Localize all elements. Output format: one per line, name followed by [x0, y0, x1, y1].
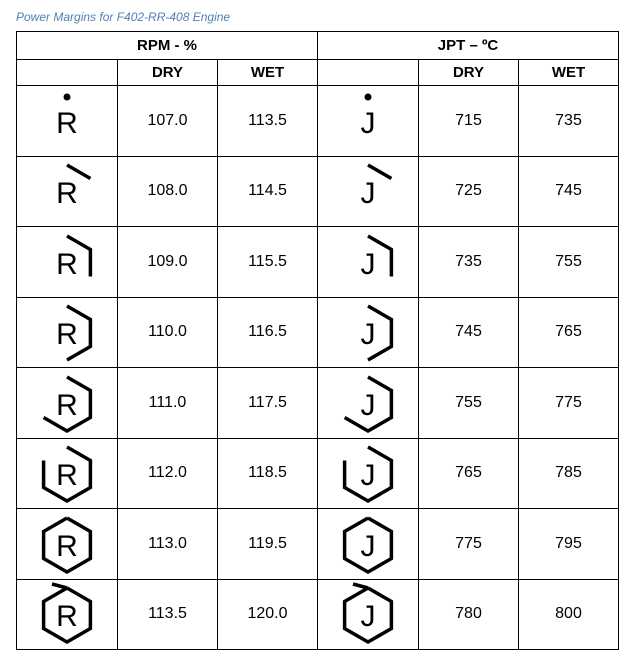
- table-row: [17, 438, 619, 509]
- rpm-hex-level-icon: [27, 369, 107, 437]
- jpt-symbol-letter: J: [360, 388, 376, 422]
- jpt-wet-value: 745: [519, 156, 619, 227]
- rpm-symbol-cell: [17, 438, 118, 509]
- jpt-dry-value: 780: [419, 579, 519, 650]
- jpt-wet-value: 765: [519, 297, 619, 368]
- rpm-symbol-letter: R: [56, 106, 78, 140]
- jpt-hex-level-icon: [328, 369, 408, 437]
- rpm-hex-level-icon: [27, 510, 107, 578]
- rpm-dry-value: 113.5: [118, 579, 218, 650]
- table-row: [17, 509, 619, 580]
- rpm-wet-header: WET: [218, 60, 318, 86]
- rpm-wet-value: 114.5: [218, 156, 318, 227]
- rpm-wet-value: 119.5: [218, 509, 318, 580]
- rpm-wet-value: 113.5: [218, 86, 318, 157]
- jpt-symbol-header: [318, 60, 419, 86]
- jpt-symbol-cell: [318, 297, 419, 368]
- jpt-wet-value: 735: [519, 86, 619, 157]
- rpm-dry-value: 107.0: [118, 86, 218, 157]
- rpm-dry-value: 110.0: [118, 297, 218, 368]
- jpt-group-header: JPT – ºC: [318, 32, 619, 60]
- rpm-symbol-letter: R: [56, 459, 78, 493]
- rpm-symbol-letter: R: [56, 388, 78, 422]
- jpt-dry-value: 745: [419, 297, 519, 368]
- rpm-wet-value: 115.5: [218, 227, 318, 298]
- extra-slash-icon: [52, 584, 67, 588]
- rpm-wet-value: 118.5: [218, 438, 318, 509]
- table-row: [17, 86, 619, 157]
- jpt-wet-value: 795: [519, 509, 619, 580]
- extra-slash-icon: [353, 584, 368, 588]
- rpm-symbol-letter: R: [56, 247, 78, 281]
- rpm-symbol-cell: [17, 156, 118, 227]
- rpm-symbol-header: [17, 60, 118, 86]
- jpt-dry-value: 755: [419, 368, 519, 439]
- rpm-symbol-cell: [17, 297, 118, 368]
- jpt-wet-value: 785: [519, 438, 619, 509]
- rpm-hex-level-icon: [27, 228, 107, 296]
- rpm-symbol-cell: [17, 579, 118, 650]
- jpt-wet-header: WET: [519, 60, 619, 86]
- jpt-symbol-cell: [318, 86, 419, 157]
- rpm-dry-header: DRY: [118, 60, 218, 86]
- jpt-dry-value: 735: [419, 227, 519, 298]
- rpm-hex-level-icon: [27, 87, 107, 155]
- rpm-symbol-cell: [17, 86, 118, 157]
- rpm-dry-value: 111.0: [118, 368, 218, 439]
- table-row: [17, 156, 619, 227]
- jpt-hex-level-icon: [328, 439, 408, 507]
- rpm-symbol-cell: [17, 509, 118, 580]
- jpt-dry-value: 775: [419, 509, 519, 580]
- jpt-hex-level-icon: [328, 510, 408, 578]
- table-row: [17, 579, 619, 650]
- jpt-symbol-letter: J: [360, 600, 376, 634]
- indicator-dot-icon: [365, 93, 372, 100]
- table-caption: Power Margins for F402-RR-408 Engine: [16, 10, 231, 24]
- table-row: [17, 227, 619, 298]
- jpt-wet-value: 800: [519, 579, 619, 650]
- jpt-symbol-letter: J: [360, 106, 376, 140]
- rpm-symbol-cell: [17, 368, 118, 439]
- jpt-hex-level-icon: [328, 228, 408, 296]
- jpt-hex-level-icon: [328, 157, 408, 225]
- jpt-dry-value: 765: [419, 438, 519, 509]
- jpt-symbol-letter: J: [360, 529, 376, 563]
- jpt-symbol-cell: [318, 227, 419, 298]
- rpm-group-header: RPM - %: [17, 32, 318, 60]
- jpt-symbol-cell: [318, 509, 419, 580]
- table-row: [17, 297, 619, 368]
- jpt-hex-level-icon: [328, 87, 408, 155]
- jpt-wet-value: 755: [519, 227, 619, 298]
- rpm-symbol-letter: R: [56, 600, 78, 634]
- jpt-symbol-letter: J: [360, 177, 376, 211]
- table-row: [17, 368, 619, 439]
- rpm-hex-level-icon: [27, 157, 107, 225]
- rpm-symbol-letter: R: [56, 318, 78, 352]
- jpt-dry-value: 725: [419, 156, 519, 227]
- jpt-symbol-letter: J: [360, 459, 376, 493]
- power-margins-table: [16, 31, 619, 650]
- jpt-symbol-cell: [318, 368, 419, 439]
- indicator-dot-icon: [64, 93, 71, 100]
- jpt-symbol-cell: [318, 156, 419, 227]
- jpt-symbol-cell: [318, 438, 419, 509]
- rpm-wet-value: 117.5: [218, 368, 318, 439]
- rpm-symbol-cell: [17, 227, 118, 298]
- rpm-dry-value: 109.0: [118, 227, 218, 298]
- rpm-hex-level-icon: [27, 298, 107, 366]
- rpm-dry-value: 112.0: [118, 438, 218, 509]
- jpt-symbol-cell: [318, 579, 419, 650]
- jpt-symbol-letter: J: [360, 318, 376, 352]
- rpm-symbol-letter: R: [56, 529, 78, 563]
- rpm-symbol-letter: R: [56, 177, 78, 211]
- rpm-dry-value: 113.0: [118, 509, 218, 580]
- rpm-dry-value: 108.0: [118, 156, 218, 227]
- jpt-dry-header: DRY: [419, 60, 519, 86]
- rpm-hex-level-icon: [27, 580, 107, 648]
- jpt-dry-value: 715: [419, 86, 519, 157]
- rpm-wet-value: 120.0: [218, 579, 318, 650]
- jpt-hex-level-icon: [328, 580, 408, 648]
- rpm-hex-level-icon: [27, 439, 107, 507]
- jpt-wet-value: 775: [519, 368, 619, 439]
- rpm-wet-value: 116.5: [218, 297, 318, 368]
- jpt-symbol-letter: J: [360, 247, 376, 281]
- jpt-hex-level-icon: [328, 298, 408, 366]
